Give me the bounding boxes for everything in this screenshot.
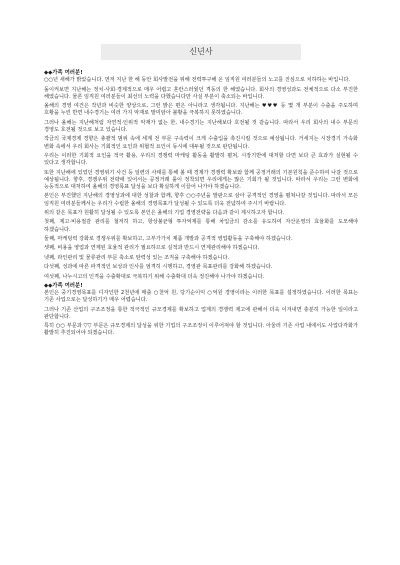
paragraph: 위의 같은 목표가 원활히 달성될 수 있도록 본인은 올해의 기업 경영전략을 다음과 같이 제시하고자 합니다. xyxy=(44,209,285,216)
section-2 xyxy=(44,283,358,338)
section-heading: ◆◆가족 여러분! xyxy=(44,70,83,76)
paragraph: 올해의 경영 여건은 작년과 비슷한 양상으로, 그런 밝은 편은 아니라고 생각됩니다. 지난해는 ♥♥♥ 등 몇 개 부분이 수출을 주도하며 호황을 누린 반면 내수경기는 여러 가지 악재로 말미암아 불황을 극복하지 못하였습니다. xyxy=(44,103,358,117)
strategy-item-1: 첫째, 제고·비용절감 관리를 철저히 하고, 항상불균형 투자억제를 통해 차입금의 감소를 유도하여 자산운영의 효율화를 도모해야 하겠습니다. xyxy=(44,219,358,233)
paragraph: 본인은 중기경영목표를 디자인한 2천년에 매출 ○천억 원, 당기순이익 ○억원 경영이라는 이러한 목표를 설정하였습니다. 이러한 목표는 기존 사업으로는 달성하기가 매우 어렵습니다. xyxy=(44,290,358,304)
paragraph: 특히 ○○ 부문과 ▽▽ 부문은 규모경제의 달성을 위한 기업의 구조조정이 이루어져야 할 것입니다. 아울러 기존 사업 내에서도 사업다각화가 활발히 추진되어야 되겠습니다. xyxy=(44,323,358,337)
strategy-item-4: 넷째, 라인관리 및 물류관리 부문 축소로 탄력성 있는 조직을 구축해야 하겠습니다. xyxy=(44,254,230,261)
paragraph: 또한 지난해에 있었던 경영위기 사건 등 일련의 사태를 통해 볼 때 경제가 경쟁력 확보와 함께 공정거래의 기본원칙을 준수하여 나갈 것으로 예상됩니다. 향후, 경쟁우위 전략에 있어서는 공정거래 룰이 정착되면 우리에게는 많은 기회가 될 것입니다. 따라서 우리는 그런 변화에 능동적으로 대처하여 올해의 경영목표 달성을 보다 확실하게 이끌어 나가야 하겠습니다. xyxy=(44,169,358,190)
paragraph: 돌이켜보면 지난해는 정치·사회·경제적으로 매우 어렵고 혼란스러웠던 격동의 한 해였습니다. 회사의 경영성과도 전체적으로 다소 부진한 해였습니다. 물론 임직원 여러분들이 최선의 노력을 다했습니다만 사실 부분이 축소되는 바입니다. xyxy=(44,86,358,100)
document-title: 신년사 xyxy=(101,44,301,60)
paragraph: ○○년 새해가 밝았습니다. 먼저 지난 한 해 동안 회사발전을 위해 전력투구해 온 임직원 여러분들의 노고를 진심으로 치하하는 바입니다. xyxy=(44,77,350,84)
paragraph: 그러나 기존 산업의 구조조정을 통한 적극적인 규모경제를 확보하고 업계의 경쟁력 제고에 관해서 더욱 이겨내면 충분히 가능한 일이라고 판단합니다. xyxy=(44,306,358,320)
strategy-item-5: 다섯째, 성과에 따른 파격적인 보상과 인사를 엄격히 시행하고, 경영관 목표관리를 강화해 하겠습니다. xyxy=(44,264,273,271)
section-1 xyxy=(44,70,358,281)
paragraph: 작금의 국제경제 경향은 총괄적 범위 속에 세계 전 부문 구속력이 크게 수출입을 촉진시킬 것으로 예상됩니다. 거세지는 시장경기 가속화 변화 속에서 우리 회사는 기회적인 요인과 위협적 요인이 동시에 대두될 것으로 판단됩니다. xyxy=(44,136,358,150)
strategy-item-6: 여섯째, 나누시고의 인격을 수출확대로 극복하기 위해 수출확대 더욱 정진해야 나가야 하겠습니다. xyxy=(44,273,265,280)
paragraph: 본인은 부진했던 지난해의 경영성과에 대한 성찰과 함께, 향후 ○○주년을 발판으로 삼아 공격적인 경영을 펼쳐나갈 것입니다. 따라서 모든 임직원 여러분들께서는 우리가 수립한 올해의 경영목표가 달성될 수 있도록 더욱 전념하여 주시기 바랍니다. xyxy=(44,193,358,207)
paragraph: 그러나 올해는 지난해처럼 자연적·인위적 악재가 없는 한, 내수경기는 지난해보다 호전될 것 같습니다. 따라서 우리 회사의 내수 부문의 경영도 호전될 것으로 보고 있습니다. xyxy=(44,119,358,133)
paragraph: 우리는 이러한 기회적 요인을 적극 활용, 우리의 경쟁력 마케팅 활동을 활발히 펼쳐, 시장기반에 대처할 다면 보다 큰 효과가 실현될 수 있다고 생각합니다. xyxy=(44,152,358,167)
section-heading: ◆◆가족 여러분! xyxy=(44,282,83,289)
strategy-item-2: 둘째, 마케팅력 강화로 경쟁우위를 확보하고, 고부가가치 제품 개발과 공격적 영업활동을 구축해야 하겠습니다. xyxy=(44,235,293,242)
strategy-item-3: 셋째, 비용을 영업과 연계된 효율적 관리가 필요하므로 실적과 반드시 연계관리해야 하겠습니다. xyxy=(44,245,260,252)
